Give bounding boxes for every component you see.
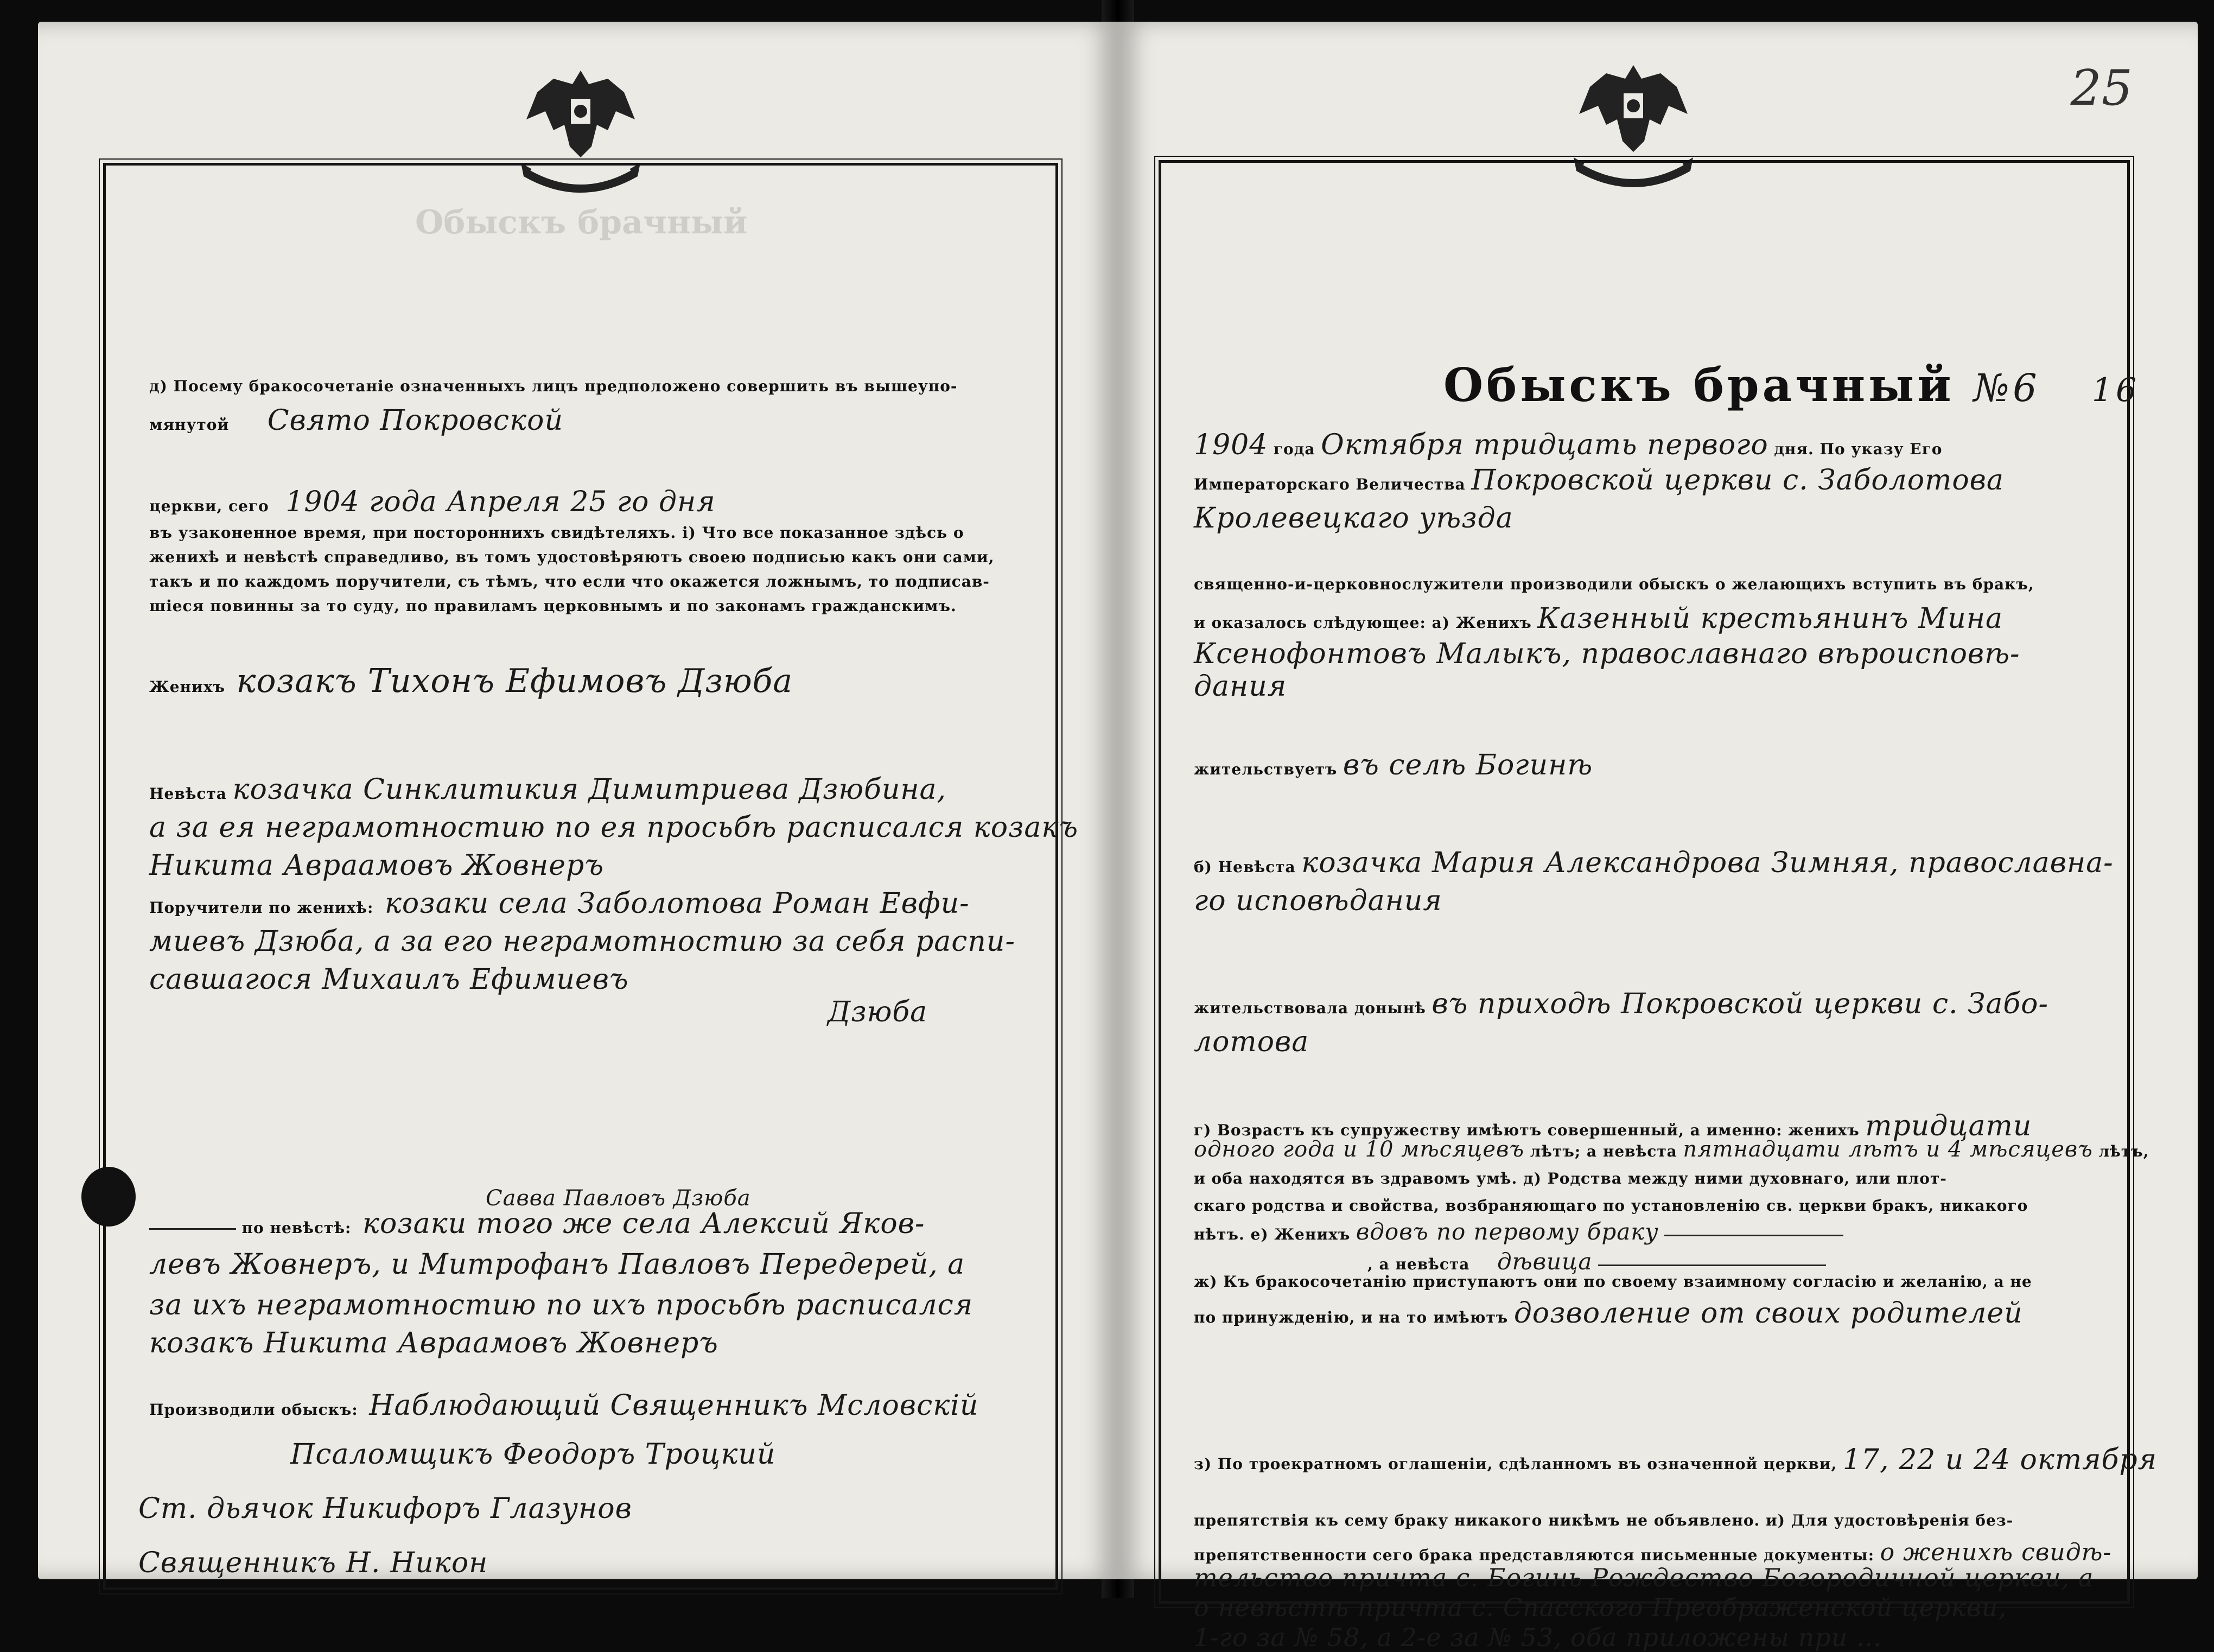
left-page-frame	[103, 163, 1079, 1590]
age-text-2-end: лѣтъ,	[2098, 1142, 2149, 1160]
guarantors-groom-hw-1: козаки села Заболотова Роман Евфи-	[384, 887, 970, 920]
banns-handwritten: 17, 22 и 24 октября	[1842, 1444, 2158, 1476]
consent-handwritten: дозволение от своих родителей	[1513, 1297, 2023, 1330]
groom-row	[149, 662, 793, 700]
search-row	[149, 1389, 978, 1422]
date-handwritten: 1904 года Апреля 25 го дня	[285, 486, 716, 518]
district-handwritten: Кролевецкаго уѣзда	[1194, 502, 1513, 535]
church-prefix: церкви, сего	[149, 497, 269, 515]
ghost-heading: Обыскъ брачный	[415, 204, 748, 242]
bride-residence-label: жительствовала донынѣ	[1194, 999, 1426, 1017]
groom-label: Женихъ	[149, 678, 225, 696]
marital-dash	[1664, 1235, 1843, 1236]
groom-handwritten-1: Казенный крестьянинъ Мина	[1537, 602, 2003, 635]
bride-residence-row	[1194, 988, 2048, 1020]
bride-label: б) Невѣста	[1194, 858, 1296, 876]
guarantors-bride-hw-3: за ихъ неграмотностию по ихъ просьбѣ расписался	[149, 1289, 974, 1321]
bride-handwritten-2: го исповѣдания	[1194, 885, 1442, 917]
guarantors-groom-row	[149, 887, 970, 920]
legal-line-2: женихѣ и невѣстѣ справедливо, въ томъ удостовѣряютъ своею подписью какъ они сами,	[149, 548, 995, 566]
groom-handwritten: козакъ Тихонъ Ефимовъ Дзюба	[236, 662, 793, 700]
residence-handwritten: въ селѣ Богинѣ	[1343, 749, 1593, 781]
document-hw-3: 1-го за № 58, а 2-е за № 53, оба приложены при ...	[1194, 1623, 1882, 1652]
guarantors-groom-hw-4: Дзюба	[828, 996, 928, 1028]
document-hw-2: о невѣстѣ причта с. Спасского Преображенской церкви,	[1194, 1593, 2007, 1622]
obstacle-handwritten: о женихѣ свидѣ-	[1880, 1539, 2112, 1566]
groom-handwritten-3: дания	[1194, 670, 1287, 703]
number-handwritten-2: 16	[2091, 371, 2140, 409]
age-line-5	[1194, 1218, 1843, 1245]
bride-row	[149, 773, 946, 806]
guarantors-bride-hw-2: левъ Жовнеръ, и Митрофанъ Павловъ Передерей, а	[149, 1248, 965, 1281]
age-text-1: г) Возрастъ къ супружеству имѣютъ совершенный, а именно: женихъ	[1194, 1121, 1860, 1139]
marital-groom-hw: вдовъ по первому браку	[1356, 1218, 1659, 1245]
bride-handwritten-1: козачка Синклитикия Димитриева Дзюбина,	[232, 773, 947, 806]
consent-line-1: ж) Къ бракосочетанію приступаютъ они по своему взаимному согласію и желанію, а не	[1194, 1273, 2032, 1291]
decree-text: дня. По указу Его	[1774, 440, 1943, 458]
search-hw-1: Наблюдающий Священникъ Мсловскій	[369, 1389, 979, 1422]
search-hw-4: Священникъ Н. Никон	[138, 1547, 488, 1579]
consent-line-2	[1194, 1297, 2023, 1330]
obstacle-text: препятственности сего брака представляются письменные документы:	[1194, 1546, 1875, 1564]
age-line-4: скаго родства и свойства, возбраняющаго по установленію св. церкви бракъ, никакого	[1194, 1197, 2028, 1215]
marital-bride-dash	[1598, 1265, 1826, 1266]
right-page-frame	[1159, 160, 2158, 1652]
section-d-line2	[149, 404, 563, 437]
church-date-line	[149, 486, 716, 518]
majesty-text: Императорскаго Величества	[1194, 475, 1466, 493]
guarantors-bride-label: по невѣстѣ:	[241, 1219, 352, 1237]
guarantors-bride-dash	[149, 1228, 236, 1230]
age-groom-hw-2: одного года и 10 мѣсяцевъ	[1194, 1137, 1525, 1162]
church-name-handwritten: Свято Покровской	[267, 404, 563, 437]
number-label: №	[1973, 366, 2013, 410]
title-text: Обыскъ брачный	[1443, 358, 1955, 412]
bride-row	[1194, 847, 2114, 879]
bride-handwritten-1: козачка Мария Александрова Зимняя, православна-	[1301, 847, 2114, 879]
groom-label: и оказалось слѣдующее: а) Женихъ	[1194, 614, 1532, 632]
age-bride-hw: пятнадцати лѣтъ и 4 мѣсяцевъ	[1683, 1137, 2093, 1162]
legal-line-4: шіеся повинны за то суду, по правиламъ церковнымъ и по законамъ гражданскимъ.	[149, 597, 957, 615]
left-page	[38, 22, 1118, 1579]
guarantors-groom-hw-2: миевъ Дзюба, а за его неграмотностию за себя распи-	[149, 925, 1015, 958]
bride-label: Невѣста	[149, 785, 227, 803]
legal-line-3: такъ и по каждомъ поручители, съ тѣмъ, что если что окажется ложнымъ, то подписав-	[149, 573, 990, 590]
groom-residence-row	[1194, 749, 1593, 781]
consent-text: по принужденію, и на то имѣютъ	[1194, 1308, 1509, 1326]
groom-row	[1194, 602, 2003, 635]
obstacle-line-2	[1194, 1539, 2111, 1566]
document-hw-1: тельство причта с. Богинь Рождество Богородичной церкви, а	[1194, 1563, 2094, 1592]
marital-bride-hw: дѣвица	[1497, 1248, 1593, 1275]
age-line-3: и оба находятся въ здравомъ умѣ. д) Родства между ними духовнаго, или плот-	[1194, 1170, 1947, 1187]
month-handwritten: Октября тридцать первого	[1321, 429, 1768, 461]
bride-residence-hw-1: въ приходѣ Покровской церкви с. Забо-	[1432, 988, 2049, 1020]
bride-residence-hw-2: лотова	[1194, 1026, 1309, 1058]
guarantors-groom-hw-3: савшагося Михаилъ Ефимиевъ	[149, 963, 629, 996]
obstacle-line-1: препятствія къ сему браку никакого никѣмъ не объявлено. и) Для удостовѣренія без-	[1194, 1511, 2014, 1529]
church-handwritten: Покровской церкви с. Заболотова	[1471, 464, 2004, 497]
right-page	[1118, 22, 2198, 1652]
banns-text: з) По троекратномъ оглашеніи, сдѣланномъ въ означенной церкви,	[1194, 1455, 1837, 1473]
guarantors-bride-row	[149, 1208, 925, 1240]
section-d-line1: д) Посему бракосочетаніе означенныхъ лицъ предположено совершить въ вышеупо-	[149, 377, 958, 395]
age-line-2	[1194, 1137, 2149, 1162]
bride-handwritten-2: а за ея неграмотностию по ея просьбѣ расписался козакъ	[149, 811, 1079, 844]
banns-line	[1194, 1444, 2157, 1476]
number-handwritten: 6	[2013, 366, 2040, 410]
document-title	[1443, 358, 2140, 412]
search-hw-3: Ст. дьячок Никифоръ Глазунов	[138, 1492, 632, 1525]
clergy-line: священно-и-церковнослужители производили обыскъ о желающихъ вступить въ бракъ,	[1194, 575, 2034, 593]
search-label: Производили обыскъ:	[149, 1401, 358, 1419]
guarantors-bride-hw-4: козакъ Никита Авраамовъ Жовнеръ	[149, 1327, 718, 1359]
marital-bride-text: , а невѣста	[1367, 1255, 1470, 1273]
age-line-6	[1367, 1248, 1826, 1275]
bride-handwritten-3: Никита Авраамовъ Жовнеръ	[149, 849, 604, 882]
year-suffix: года	[1273, 440, 1315, 458]
marital-text: нѣтъ. е) Женихъ	[1194, 1225, 1351, 1243]
groom-handwritten-2: Ксенофонтовъ Малыкъ, православнаго вѣроисповѣ-	[1194, 638, 2020, 670]
search-hw-2: Псаломщикъ Феодоръ Троцкий	[290, 1438, 776, 1471]
page-number: 25	[2070, 60, 2133, 117]
intro-line-1	[1194, 429, 1942, 461]
binding-clip	[81, 1167, 136, 1227]
guarantors-bride-hw-1b: Савва Павловъ Дзюба	[486, 1186, 751, 1211]
legal-line-1: въ узаконенное время, при постороннихъ свидѣтеляхъ. і) Что все показанное здѣсь о	[149, 524, 964, 542]
section-d-prefix: мянутой	[149, 416, 230, 434]
residence-label: жительствуетъ	[1194, 760, 1338, 778]
guarantors-bride-hw-1: козаки того же села Алексий Яков-	[362, 1208, 925, 1240]
year-handwritten: 1904	[1194, 429, 1268, 461]
intro-line-2	[1194, 464, 2004, 497]
guarantors-groom-label: Поручители по женихѣ:	[149, 899, 374, 917]
age-text-2: лѣтъ; а невѣста	[1530, 1142, 1677, 1160]
age-groom-hw: тридцати	[1865, 1110, 2032, 1142]
